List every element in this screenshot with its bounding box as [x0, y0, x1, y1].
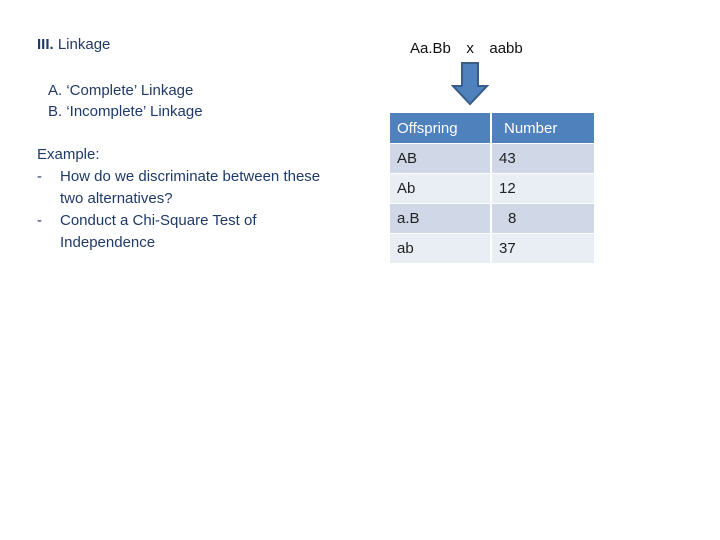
offspring-table: [390, 113, 594, 263]
example-block: [37, 144, 337, 254]
bullet-dash: -: [37, 212, 42, 229]
bullet-text: Conduct a Chi-Square Test of Independence: [60, 212, 257, 251]
example-bullet: [37, 210, 337, 254]
genetic-cross: Aa.Bb x aabb: [410, 40, 523, 57]
number-cell: 8: [490, 204, 594, 233]
section-heading: [37, 36, 110, 53]
linkage-type-incomplete: B. ‘Incomplete’ Linkage: [48, 103, 203, 120]
table-row: [390, 173, 594, 203]
offspring-cell: AB: [397, 150, 418, 167]
down-arrow-icon: [451, 62, 489, 106]
number-cell: 12: [490, 174, 594, 203]
offspring-cell: Ab: [397, 180, 416, 197]
number-cell: 37: [490, 234, 594, 263]
table-row: [390, 203, 594, 233]
section-number: III.: [37, 36, 54, 53]
linkage-types-list: [48, 80, 203, 122]
linkage-type-complete: A. ‘Complete’ Linkage: [48, 82, 194, 99]
column-header-offspring: Offspring: [397, 119, 458, 137]
number-cell: 43: [490, 144, 594, 173]
table-row: [390, 233, 594, 263]
table-header-row: [390, 113, 594, 143]
example-bullet: [37, 166, 337, 210]
table-row: [390, 143, 594, 173]
section-title: Linkage: [57, 36, 111, 53]
column-header-number: Number: [490, 113, 594, 143]
offspring-cell: ab: [397, 240, 414, 257]
bullet-dash: -: [37, 168, 42, 185]
bullet-text: How do we discriminate between these two alternatives?: [60, 168, 321, 207]
offspring-cell: a.B: [397, 210, 420, 227]
example-label: Example:: [37, 146, 100, 163]
